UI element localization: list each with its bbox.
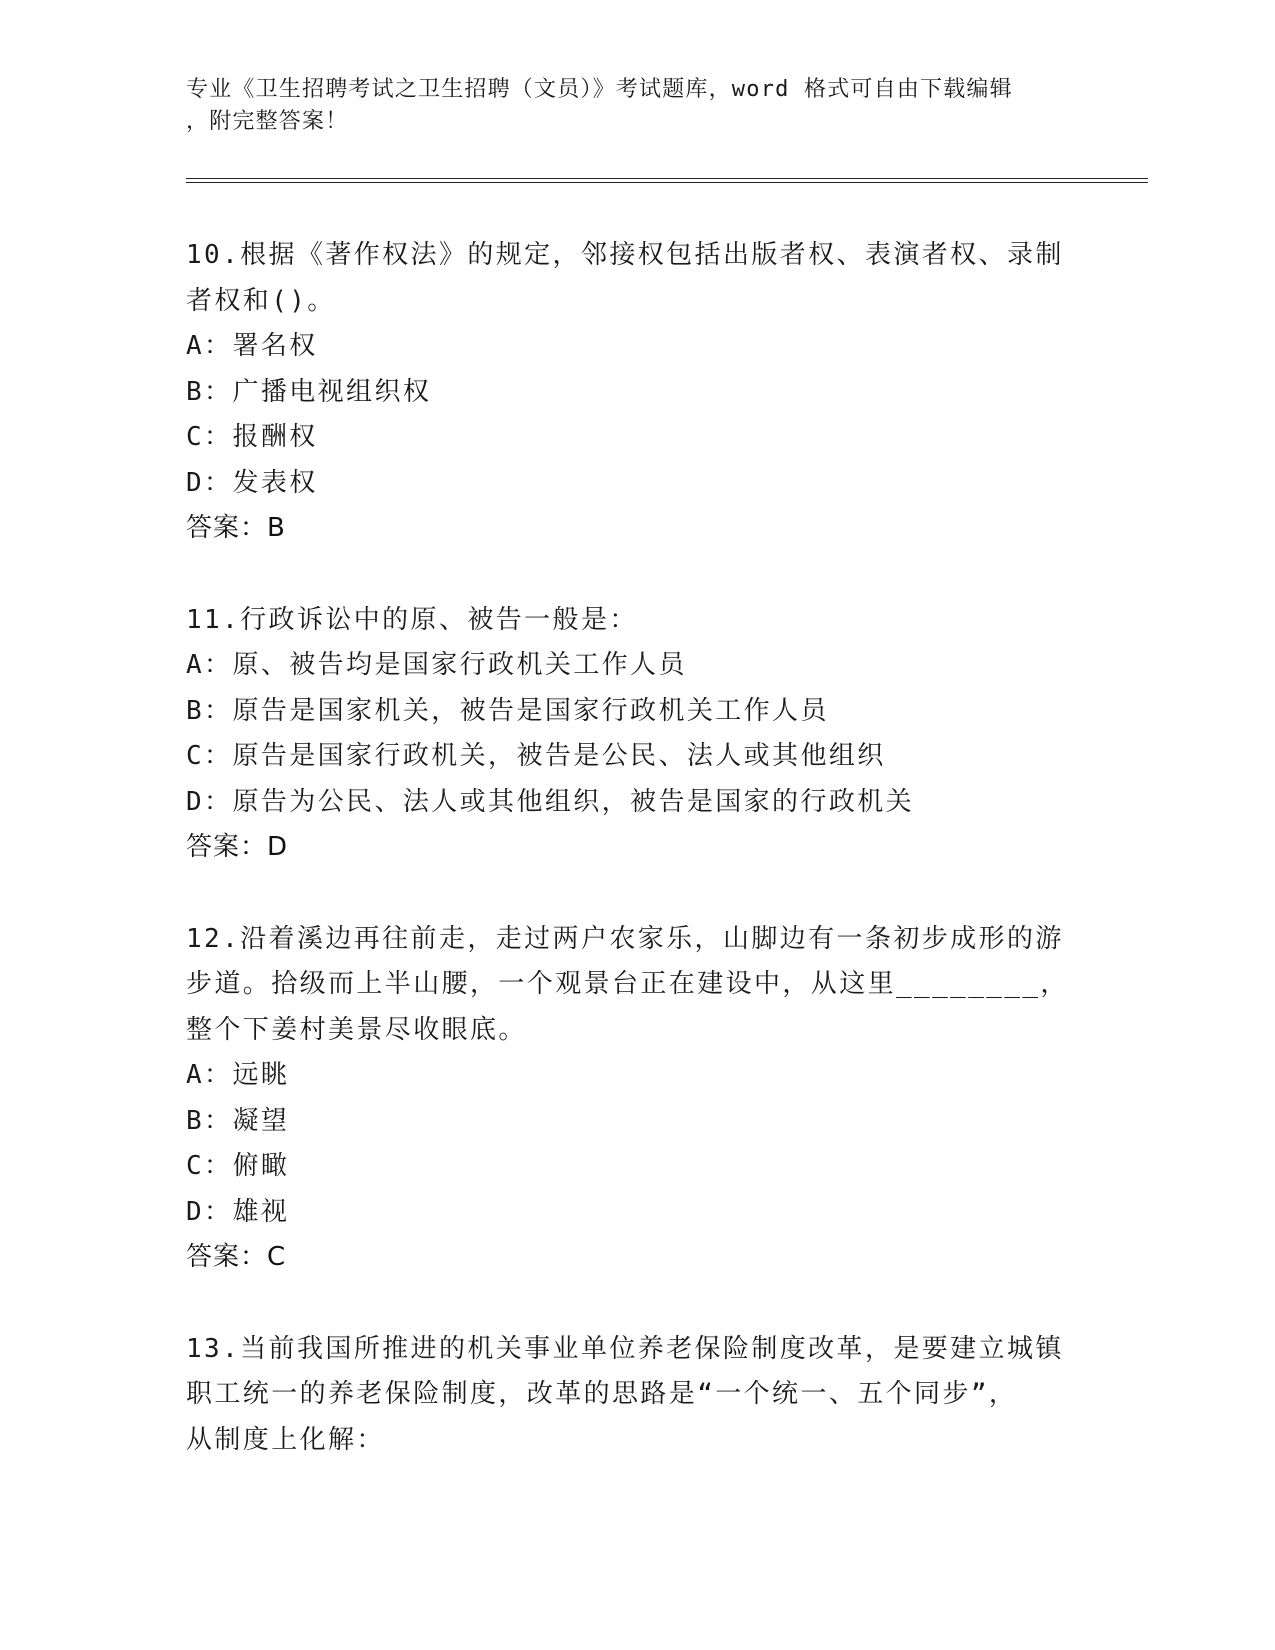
question-12 [186,917,1086,1281]
question-stem: 者权和()。 [186,285,336,316]
answer-line: 答案：B [186,513,286,543]
question-stem: 12.沿着溪边再往前走，走过两户农家乐，山脚边有一条初步成形的游 [186,923,1064,954]
answer-line: 答案：D [186,832,289,862]
header-line-1: 专业《卫生招聘考试之卫生招聘（文员）》考试题库，word 格式可自由下载编辑 [186,77,1013,102]
header-divider [186,178,1148,183]
question-stem: 职工统一的养老保险制度，改革的思路是“一个统一、五个同步”， [186,1379,1018,1409]
option-a: A：原、被告均是国家行政机关工作人员 [186,650,687,680]
question-stem: 步道。拾级而上半山腰，一个观景台正在建设中，从这里________， [186,969,1069,999]
question-10 [186,233,1086,552]
question-stem: 从制度上化解： [186,1424,385,1455]
answer-line: 答案：C [186,1242,287,1272]
question-stem: 10.根据《著作权法》的规定，邻接权包括出版者权、表演者权、录制 [186,240,1064,270]
option-a: A：远眺 [186,1060,290,1090]
option-d: D：原告为公民、法人或其他组织，被告是国家的行政机关 [186,786,915,817]
option-b: B：广播电视组织权 [186,376,432,407]
option-c: C：俯瞰 [186,1151,290,1181]
option-b: B：原告是国家机关，被告是国家行政机关工作人员 [186,695,829,726]
document-header [186,74,1066,138]
question-stem: 整个下姜村美景尽收眼底。 [186,1014,527,1045]
option-a: A：署名权 [186,331,318,361]
question-list [186,233,1086,1509]
question-stem: 11.行政诉讼中的原、被告一般是： [186,604,638,635]
option-d: D：雄视 [186,1196,290,1227]
option-d: D：发表权 [186,467,318,498]
question-13 [186,1327,1086,1464]
question-stem: 13.当前我国所推进的机关事业单位养老保险制度改革，是要建立城镇 [186,1333,1064,1364]
header-line-2: ，附完整答案！ [186,109,349,134]
option-c: C：原告是国家行政机关，被告是公民、法人或其他组织 [186,741,886,771]
option-b: B：凝望 [186,1105,290,1136]
question-11 [186,598,1086,871]
option-c: C：报酬权 [186,422,318,452]
